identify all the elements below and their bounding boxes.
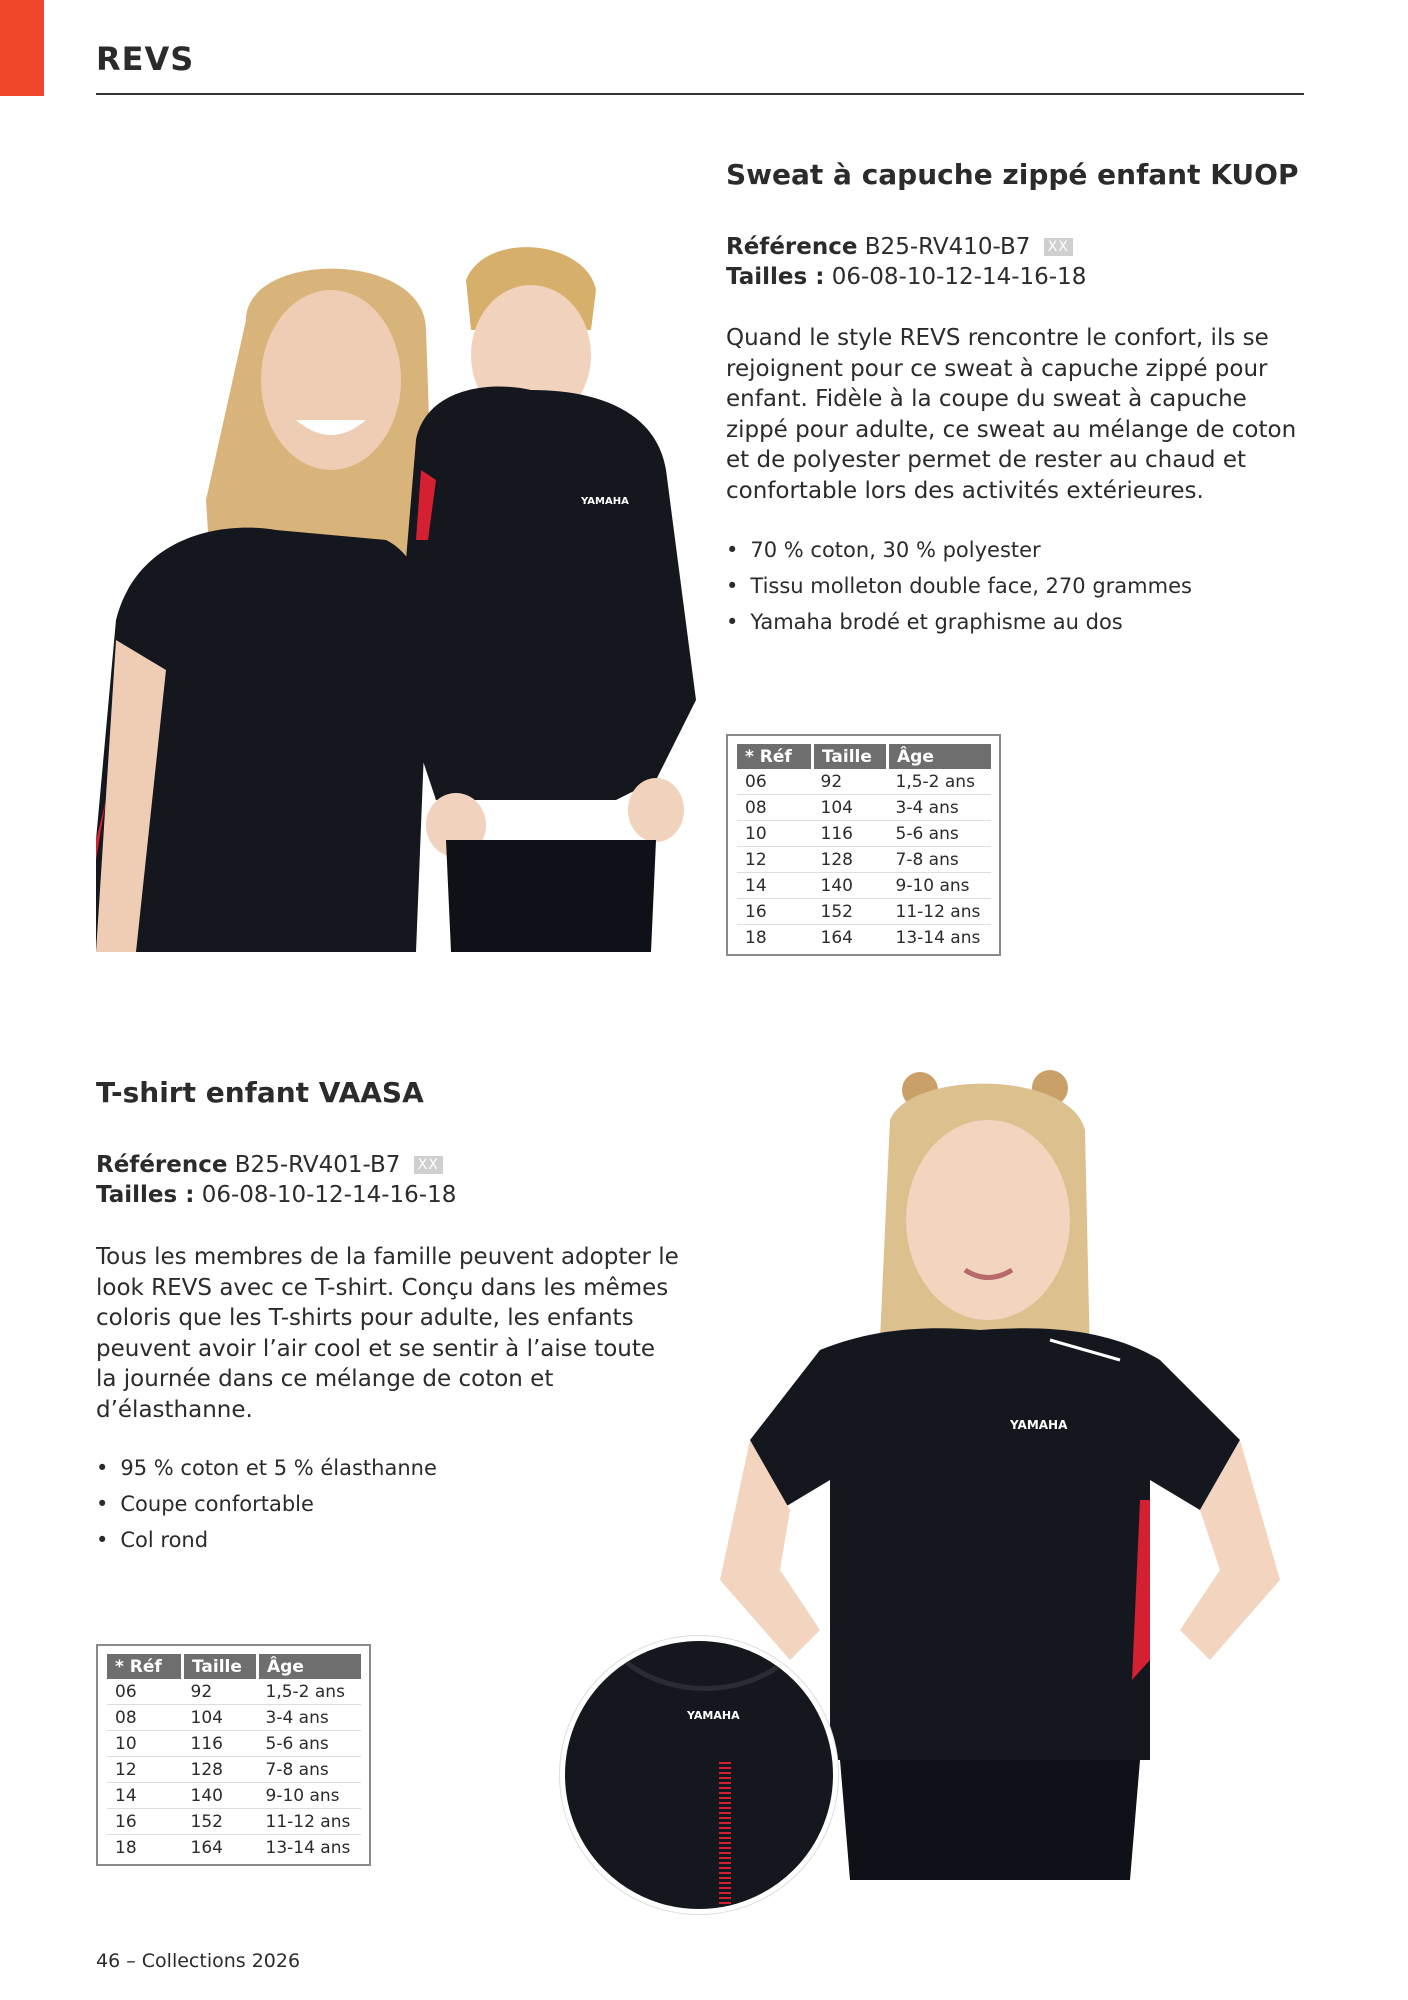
section-title: REVS xyxy=(96,40,195,78)
product2-detail-collar xyxy=(595,1636,815,1691)
cell-age: 11-12 ans xyxy=(888,899,992,925)
product1-feature: • 70 % coton, 30 % polyester xyxy=(726,532,1192,568)
product1-size-table-box xyxy=(726,734,1001,956)
cell-size: 104 xyxy=(813,795,888,821)
table-row xyxy=(737,795,991,821)
col-size-header: Taille xyxy=(183,1654,258,1679)
cell-age: 1,5-2 ans xyxy=(258,1679,362,1705)
cell-ref: 16 xyxy=(107,1809,183,1835)
product1-sizes: 06-08-10-12-14-16-18 xyxy=(831,264,1087,290)
table-row xyxy=(107,1705,361,1731)
product1-reference-label: Référence xyxy=(726,234,858,260)
cell-age: 1,5-2 ans xyxy=(888,769,992,795)
cell-size: 140 xyxy=(813,873,888,899)
cell-ref: 18 xyxy=(115,1837,137,1858)
product2-detail-mesh xyxy=(719,1759,731,1914)
product1-description: Quand le style REVS rencontre le confort, ils se rejoignent pour ce sweat à capuche zippé pour enfant. Fidèle à la coupe du sweat à capuche zippé pour adulte, ce sweat au mélange de coton et de polyester permet de rester au chaud et confortable lors des activités extérieures. xyxy=(726,325,1297,504)
product1-features xyxy=(726,532,1192,640)
col-size-header: Taille xyxy=(813,744,888,769)
product2-feature: • Coupe confortable xyxy=(96,1486,437,1522)
product2-sizes-line xyxy=(96,1180,456,1210)
cell-ref: 18 xyxy=(745,927,767,948)
cell-age: 13-14 ans xyxy=(265,1837,351,1858)
col-age-header: Âge xyxy=(258,1654,362,1679)
product2-photo-logo: YAMAHA xyxy=(1010,1418,1068,1432)
cell-ref: 06 xyxy=(737,769,813,795)
cell-ref: 16 xyxy=(737,899,813,925)
cell-age: 5-6 ans xyxy=(888,821,992,847)
product1-photo-logo: YAMAHA xyxy=(581,496,629,507)
table-row xyxy=(107,1679,361,1705)
accent-bar xyxy=(0,0,44,96)
product2-meta xyxy=(96,1150,456,1210)
cell-size: 92 xyxy=(183,1679,258,1705)
cell-size: 140 xyxy=(183,1783,258,1809)
cell-size: 116 xyxy=(183,1731,258,1757)
product2-description: Tous les membres de la famille peuvent adopter le look REVS avec ce T-shirt. Conçu dans les mêmes coloris que les T-shirts pour adulte, les enfants peuvent avoir l’air cool et se sentir à l’aise toute la journée dans ce mélange de coton et d’élasthanne. xyxy=(96,1244,679,1423)
table-row xyxy=(737,847,991,873)
page-footer xyxy=(96,1950,300,1972)
cell-age: 7-8 ans xyxy=(258,1757,362,1783)
footer-collection: Collections 2026 xyxy=(141,1950,301,1972)
product2-size-table xyxy=(107,1654,361,1860)
product2-features xyxy=(96,1450,437,1558)
cell-ref: 14 xyxy=(737,873,813,899)
product2-badge: XX xyxy=(414,1156,443,1174)
table-header-row xyxy=(737,744,991,769)
product2-sizes-label: Tailles : xyxy=(96,1182,195,1208)
product2-size-table-box xyxy=(96,1644,371,1866)
cell-size: 104 xyxy=(183,1705,258,1731)
table-row xyxy=(737,899,991,925)
product1-size-table xyxy=(737,744,991,950)
product1-photo xyxy=(96,240,712,952)
cell-ref: 12 xyxy=(107,1757,183,1783)
cell-size: 164 xyxy=(820,927,853,948)
product1-title: Sweat à capuche zippé enfant KUOP xyxy=(726,158,1299,191)
product2-reference-line xyxy=(96,1150,456,1180)
cell-ref: 08 xyxy=(737,795,813,821)
product2-sizes: 06-08-10-12-14-16-18 xyxy=(201,1182,457,1208)
cell-size: 92 xyxy=(813,769,888,795)
table-row xyxy=(737,821,991,847)
cell-size: 128 xyxy=(813,847,888,873)
footer-separator: – xyxy=(126,1950,142,1972)
product2-feature: • Col rond xyxy=(96,1522,437,1558)
cell-size: 116 xyxy=(813,821,888,847)
product1-reference-line xyxy=(726,232,1086,262)
product1-feature: • Tissu molleton double face, 270 grammes xyxy=(726,568,1192,604)
table-header-row xyxy=(107,1654,361,1679)
col-ref-header: * Réf xyxy=(737,744,813,769)
product2-detail-inset xyxy=(560,1636,838,1914)
header-rule xyxy=(96,93,1304,95)
cell-size: 128 xyxy=(183,1757,258,1783)
cell-ref: 06 xyxy=(107,1679,183,1705)
product2-reference: B25-RV401-B7 xyxy=(234,1152,401,1178)
cell-ref: 12 xyxy=(737,847,813,873)
col-age-header: Âge xyxy=(888,744,992,769)
cell-size: 164 xyxy=(190,1837,223,1858)
cell-age: 9-10 ans xyxy=(258,1783,362,1809)
cell-ref: 10 xyxy=(107,1731,183,1757)
table-row xyxy=(107,1809,361,1835)
table-row xyxy=(737,925,991,951)
product2-detail-logo: YAMAHA xyxy=(687,1709,740,1722)
col-ref-header: * Réf xyxy=(107,1654,183,1679)
cell-size: 152 xyxy=(813,899,888,925)
table-row xyxy=(107,1731,361,1757)
cell-age: 7-8 ans xyxy=(888,847,992,873)
product1-feature: • Yamaha brodé et graphisme au dos xyxy=(726,604,1192,640)
product2-reference-label: Référence xyxy=(96,1152,228,1178)
cell-ref: 08 xyxy=(107,1705,183,1731)
product2-feature: • 95 % coton et 5 % élasthanne xyxy=(96,1450,437,1486)
cell-age: 3-4 ans xyxy=(258,1705,362,1731)
cell-age: 11-12 ans xyxy=(258,1809,362,1835)
product1-meta xyxy=(726,232,1086,292)
cell-age: 5-6 ans xyxy=(258,1731,362,1757)
table-row xyxy=(107,1783,361,1809)
cell-age: 3-4 ans xyxy=(888,795,992,821)
table-row xyxy=(737,873,991,899)
page-number: 46 xyxy=(96,1950,121,1972)
product1-sizes-label: Tailles : xyxy=(726,264,825,290)
cell-size: 152 xyxy=(183,1809,258,1835)
cell-age: 9-10 ans xyxy=(888,873,992,899)
table-row xyxy=(107,1835,361,1861)
product1-reference: B25-RV410-B7 xyxy=(864,234,1031,260)
product1-sizes-line xyxy=(726,262,1086,292)
table-row xyxy=(107,1757,361,1783)
cell-age: 13-14 ans xyxy=(895,927,981,948)
product2-title: T-shirt enfant VAASA xyxy=(96,1076,424,1109)
cell-ref: 10 xyxy=(737,821,813,847)
cell-ref: 14 xyxy=(107,1783,183,1809)
table-row xyxy=(737,769,991,795)
product1-badge: XX xyxy=(1044,238,1073,256)
